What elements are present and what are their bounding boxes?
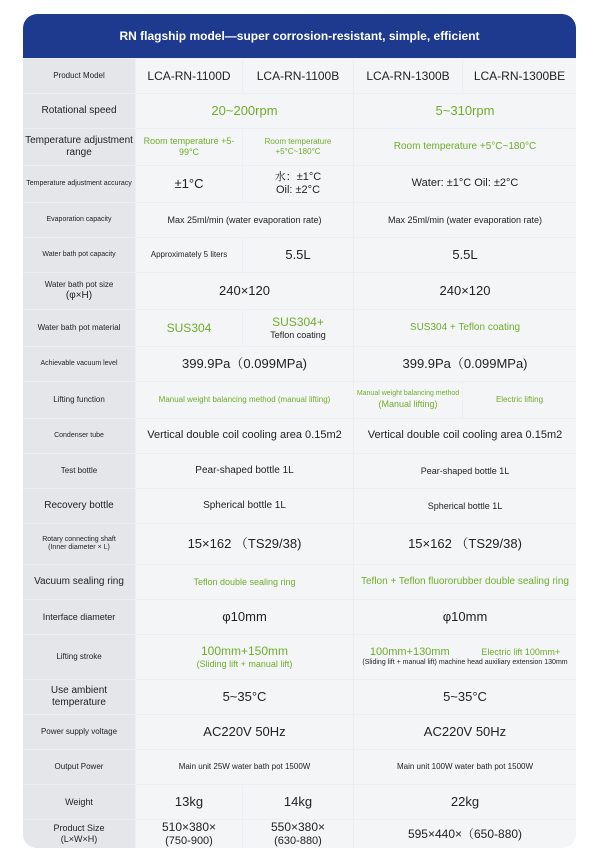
temp-range-1100d: Room temperature +5-99°C (136, 129, 242, 165)
recovery-bottle-1100: Spherical bottle 1L (136, 489, 353, 523)
evaporation-1100: Max 25ml/min (water evaporation rate) (136, 203, 353, 237)
row-label-recovery-bottle: Recovery bottle (23, 489, 135, 523)
test-bottle-1300: Pear-shaped bottle 1L (354, 454, 576, 488)
model-1100b: LCA-RN-1100B (243, 59, 353, 93)
temp-accuracy-oil: Oil: ±2°C (275, 184, 321, 196)
bath-capacity-1100b: 5.5L (243, 238, 353, 272)
row-label-temperature-range: Temperature adjustment range (23, 129, 135, 165)
row-label-bath-size (23, 273, 135, 309)
lifting-stroke-1300 (354, 635, 576, 679)
lifting-stroke-1300be: Electric lift 100mm+ (481, 647, 561, 658)
row-label-weight: Weight (23, 785, 135, 819)
test-bottle-1100: Pear-shaped bottle 1L (136, 454, 353, 488)
bath-material-1300: SUS304 + Teflon coating (354, 310, 576, 346)
size-1100b-line2: (630-880) (274, 834, 322, 847)
vacuum-1100: 399.9Pa（0.099MPa) (136, 347, 353, 381)
weight-1300: 22kg (354, 785, 576, 819)
lifting-stroke-1300-note: (Sliding lift + manual lift) machine head auxiliary extension 130mm (362, 659, 568, 667)
interface-1300: φ10mm (354, 600, 576, 634)
size-1100d-line2: (750-900) (165, 834, 213, 847)
temp-range-1300: Room temperature +5°C~180°C (354, 129, 576, 165)
sealing-ring-1300: Teflon + Teflon fluororubber double sealing ring (354, 565, 576, 599)
temp-range-1100b: Room temperature +5°C~180°C (243, 129, 353, 165)
row-label-rotary-shaft-text: Rotary connecting shaft (42, 535, 116, 543)
interface-1100: φ10mm (136, 600, 353, 634)
voltage-1300: AC220V 50Hz (354, 715, 576, 749)
row-label-product-model: Product Model (23, 59, 135, 93)
speed-1300-value: 5~310rpm (354, 94, 576, 128)
weight-1100b: 14kg (243, 785, 353, 819)
model-1100d: LCA-RN-1100D (136, 59, 242, 93)
row-label-power-voltage: Power supply voltage (23, 715, 135, 749)
lifting-stroke-1100 (136, 635, 353, 679)
size-1100b (243, 820, 353, 848)
row-label-bath-material: Water bath pot material (23, 310, 135, 346)
row-label-vacuum-level: Achievable vacuum level (23, 347, 135, 381)
model-1300be: LCA-RN-1300BE (463, 59, 576, 93)
row-label-temperature-accuracy: Temperature adjustment accuracy (23, 166, 135, 202)
table-header-title: RN flagship model—super corrosion-resistant, simple, efficient (23, 14, 576, 58)
lifting-stroke-1100-line1: 100mm+150mm (200, 644, 289, 659)
temp-accuracy-water: 水：±1°C (274, 170, 322, 183)
bath-material-1100b-line1: SUS304+ (272, 315, 324, 330)
row-label-bath-capacity: Water bath pot capacity (23, 238, 135, 272)
row-label-bath-size-unit: (φ×H) (65, 289, 93, 301)
lifting-1300be: Electric lifting (463, 382, 576, 418)
lifting-stroke-1100-line2: (Sliding lift + manual lift) (196, 658, 293, 669)
condenser-1100: Vertical double coil cooling area 0.15m2 (136, 419, 353, 453)
row-label-test-bottle: Test bottle (23, 454, 135, 488)
recovery-bottle-1300: Spherical bottle 1L (354, 489, 576, 523)
row-label-lifting-function: Lifting function (23, 382, 135, 418)
row-label-condenser-tube: Condenser tube (23, 419, 135, 453)
bath-capacity-1300: 5.5L (354, 238, 576, 272)
row-label-sealing-ring: Vacuum sealing ring (23, 565, 135, 599)
row-label-product-size-text: Product Size (53, 823, 105, 834)
temp-accuracy-1100b (243, 166, 353, 202)
spec-sheet (23, 14, 576, 848)
condenser-1300: Vertical double coil cooling area 0.15m2 (354, 419, 576, 453)
temp-accuracy-1300: Water: ±1°C Oil: ±2°C (354, 166, 576, 202)
voltage-1100: AC220V 50Hz (136, 715, 353, 749)
size-1100b-line1: 550×380× (270, 820, 326, 835)
lifting-stroke-1300-top (354, 646, 576, 659)
row-label-product-size (23, 820, 135, 848)
vacuum-1300: 399.9Pa（0.099MPa) (354, 347, 576, 381)
size-1100d-line1: 510×380× (161, 820, 217, 835)
rotary-shaft-1300: 15×162 （TS29/38) (354, 524, 576, 564)
row-label-output-power: Output Power (23, 750, 135, 784)
weight-1100d: 13kg (136, 785, 242, 819)
row-label-ambient-temperature: Use ambient temperature (23, 680, 135, 714)
evaporation-1300: Max 25ml/min (water evaporation rate) (354, 203, 576, 237)
row-label-rotary-shaft (23, 524, 135, 564)
bath-size-1300: 240×120 (354, 273, 576, 309)
lifting-1100: Manual weight balancing method (manual lifting) (136, 382, 353, 418)
ambient-1100: 5~35°C (136, 680, 353, 714)
lifting-stroke-1300b: 100mm+130mm (369, 646, 450, 659)
power-1300: Main unit 100W water bath pot 1500W (354, 750, 576, 784)
size-1300: 595×440×（650-880) (354, 820, 576, 848)
rotary-shaft-1100: 15×162 （TS29/38) (136, 524, 353, 564)
sealing-ring-1100: Teflon double sealing ring (136, 565, 353, 599)
bath-capacity-1100d: Approximately 5 liters (136, 238, 242, 272)
power-1100: Main unit 25W water bath pot 1500W (136, 750, 353, 784)
row-label-rotational-speed: Rotational speed (23, 94, 135, 128)
speed-1100-value: 20~200rpm (136, 94, 353, 128)
row-label-bath-size-text: Water bath pot size (44, 280, 114, 290)
lifting-1300b-line1: Manual weight balancing method (356, 390, 460, 398)
lifting-1300b (354, 382, 462, 418)
bath-size-1100: 240×120 (136, 273, 353, 309)
ambient-1300: 5~35°C (354, 680, 576, 714)
bath-material-1100b-line2: Teflon coating (270, 329, 326, 340)
row-label-lifting-stroke: Lifting stroke (23, 635, 135, 679)
temp-accuracy-1100d: ±1°C (136, 166, 242, 202)
bath-material-1100b (243, 310, 353, 346)
size-1100d (136, 820, 242, 848)
row-label-evaporation-capacity: Evaporation capacity (23, 203, 135, 237)
lifting-1300b-line2: (Manual lifting) (378, 398, 438, 409)
model-1300b: LCA-RN-1300B (354, 59, 462, 93)
row-label-rotary-shaft-unit: (Inner diameter × L) (48, 544, 110, 551)
row-label-product-size-unit: (L×W×H) (60, 834, 98, 844)
row-label-interface-diameter: Interface diameter (23, 600, 135, 634)
bath-material-1100d: SUS304 (136, 310, 242, 346)
